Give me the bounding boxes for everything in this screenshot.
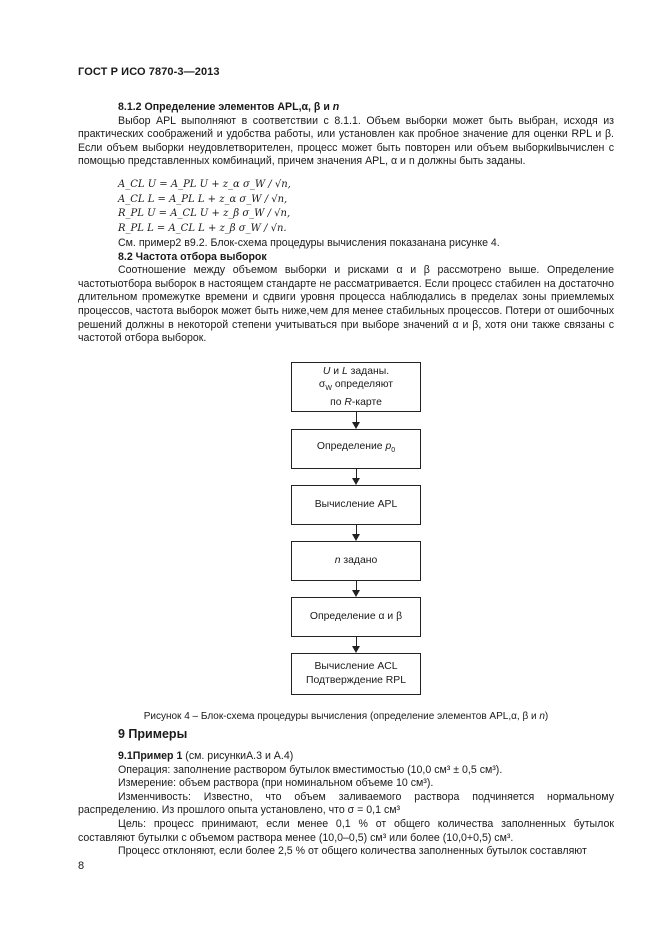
flow-box-input: U и L заданы. $\sigma_W$ определяют по R-карте [291, 362, 421, 412]
section-8-1-2-paragraph: Выбор APL выполняют в соответствии с 8.1.1. Объем выборки может быть выбран, исходя из практических соображений и удобства работы, или установлен как пробное значение для оценки RPL и β. Если объем выборки неудовлетворителен, процесс может быть повторен или объем выборкиlвычислен с помощью представленных комбинаций, причем значения APL, α и n должны быть заданы. [78, 114, 614, 168]
page-number: 8 [78, 860, 85, 872]
example-reject: Процесс отклоняют, если более 2,5 % от общего количества заполненных бутылок составляют [118, 845, 587, 858]
section-8-2-heading: 8.2 Частота отбора выборок [118, 250, 267, 263]
formula-rpl-l: R_PL L = A_CL L + z_β σ_W / √n. [118, 222, 287, 234]
flow-box-acl-rpl: Вычисление ACL Подтверждение RPL [291, 653, 421, 695]
flow-arrow-2-head [352, 478, 360, 485]
section-9-heading: 9 Примеры [118, 727, 188, 741]
example-measurement: Измерение: объем раствора (при номинальном объеме 10 см³). [118, 777, 434, 790]
flow-arrow-1-head [352, 422, 360, 429]
formula-block [118, 178, 291, 236]
flow-box-alpha-beta: Определение α и β [291, 597, 421, 637]
section-8-1-2-heading: 8.1.2 Определение элементов APL,α, β и n [118, 101, 340, 113]
section-8-1-2-ref [78, 237, 614, 346]
section-8-1-2 [78, 101, 614, 169]
figure-caption: Рисунок 4 – Блок-схема процедуры вычисления (определение элементов APL,α, β и n) [143, 711, 549, 722]
flow-box-apl: Вычисление APL [291, 485, 421, 525]
flow-box-n: n задано [291, 541, 421, 581]
document-header: ГОСТ Р ИСО 7870-3—2013 [78, 66, 220, 78]
section-9-body [78, 750, 614, 859]
flow-arrow-4-head [352, 590, 360, 597]
flow-box-p0: Определение $p_0$ [291, 429, 421, 469]
example-variability: Изменчивость: Известно, что объем заливаемого раствора подчиняется нормальному распределению. Из прошлого опыта установлено, что σ = 0,1 см³ [78, 790, 614, 817]
formula-rpl-u: R_PL U = A_CL U + z_β σ_W / √n, [118, 208, 291, 220]
example-goal: Цель: процесс принимают, если менее 0,1 % от общего количества заполненных бутылок составляют бутылки с объемом раствора менее (10,0–0,5) см³ или более (10,0+0,5) см³. [78, 817, 614, 844]
example-operation: Операция: заполнение раствором бутылок вместимостью (10,0 см³ ± 0,5 см³). [118, 763, 503, 776]
example-1-title: 9.1Пример 1 (см. рисункиА.3 и А.4) [118, 750, 294, 762]
section-8-2-paragraph: Соотношение между объемом выборки и рисками α и β рассмотрено выше. Определение частотыотбора выборок в настоящем стандарте не рассматривается. Если процесс стабилен на достаточно длительном промежутке времени и сдвиги уровня процесса наблюдались в пределах зоны приемлемых процессов, частота выборок может быть ниже,чем для менее стабильных процессов. Потери от ошибочных решений должны в некоторой степени учитываться при выборе значений α и β, хотя они также связаны с частотой отбора выборок. [78, 264, 614, 345]
formula-acl-u: A_CL U = A_PL U + z_α σ_W / √n, [118, 179, 291, 190]
flow-arrow-3-head [352, 534, 360, 541]
formula-acl-l: A_CL L = A_PL L + z_α σ_W / √n, [118, 193, 288, 205]
flow-arrow-5-head [352, 646, 360, 653]
reference-line: См. пример2 в9.2. Блок-схема процедуры вычисления показанана рисунке 4. [118, 237, 500, 249]
